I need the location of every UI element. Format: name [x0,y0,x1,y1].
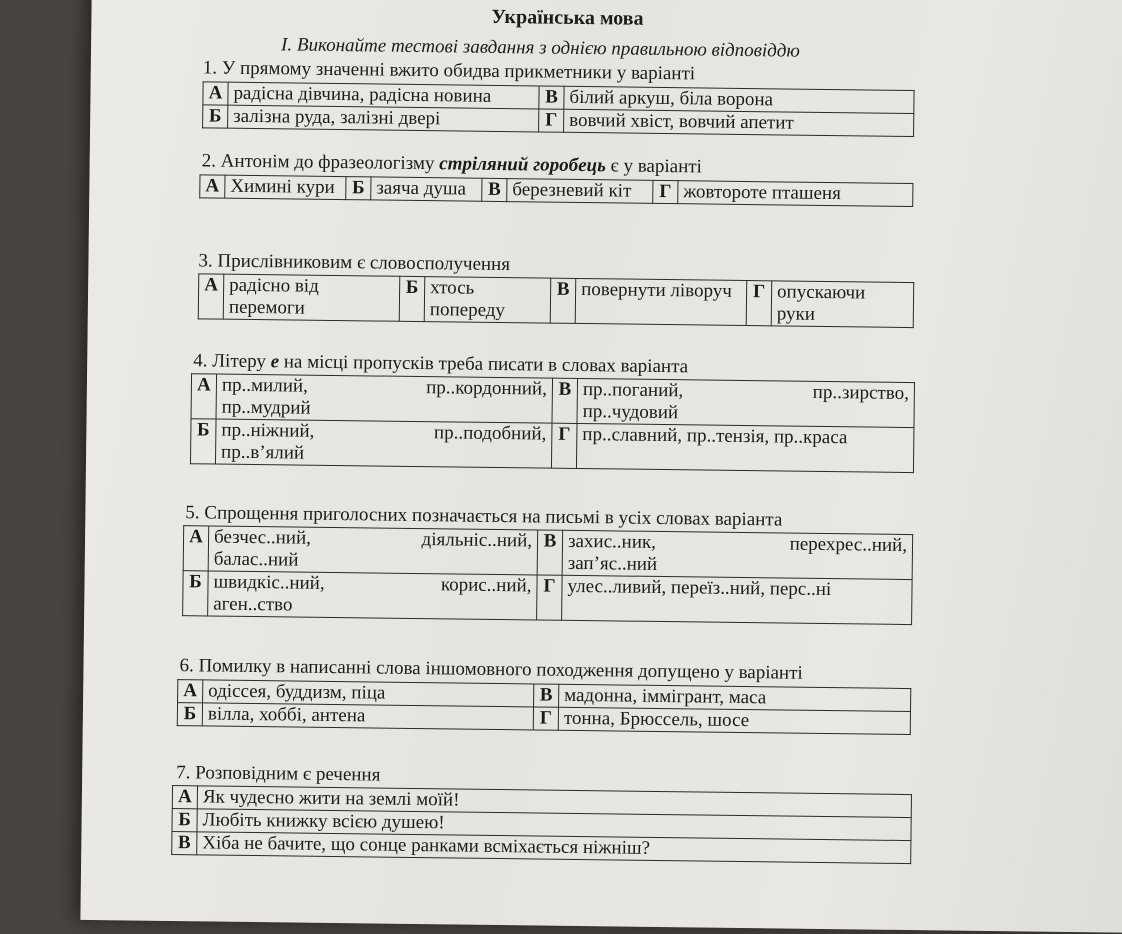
option-text: пр..славний, пр..тензія, пр..краса [576,423,914,472]
option-cell [577,378,915,427]
q2-table [199,174,913,207]
option-letter: Б [346,177,371,200]
option-cell [216,374,553,423]
word: захис..ник, [567,530,657,553]
word: пр..чудовий [582,401,679,424]
option-letter: Г [533,707,558,730]
question-2-suffix: є у варіанті [605,155,703,178]
question-2-prefix: 2. Антонім до фразеологізму [201,150,440,175]
question-1: 1. У прямому значенні вжито обидва прикметники у варіанті [202,57,696,85]
option-text: Химині кури [225,175,346,199]
word: пр..поганий, [582,379,684,402]
option-cell [208,526,538,575]
option-cell [562,530,913,579]
option-letter: А [183,526,209,571]
option-text: вілла, хоббі, антена [202,703,533,730]
option-text: білий аркуш, біла ворона [564,86,914,113]
option-text: березневий кіт [507,179,653,204]
word: аген..ство [213,593,293,616]
option-letter: А [191,374,217,419]
word: балас..ний [213,548,299,571]
option-letter: Г [551,423,577,468]
word: зап’яс..ний [567,552,658,575]
question-5: 5. Спрощення приголосних позначається на письмі в усіх словах варіанта [185,502,783,531]
option-text: жовтороте пташеня [678,181,913,207]
option-letter: В [550,278,576,323]
question-7: 7. Розповідним є речення [176,762,381,786]
option-text: радісна дівчина, радісна новина [228,82,539,109]
option-text: повернути ліворуч [575,278,747,325]
word: корис..ний, [440,574,532,597]
option-text: Як чудесно жити на землі моїй! [197,786,911,818]
word: перехрес..ний, [789,533,908,556]
option-letter: В [539,86,564,109]
option-text: хтось попереду [424,277,551,324]
question-6: 6. Помилку в написанні слова іншомовного походження допущено у варіанті [179,655,803,684]
option-text: залізна руда, залізні двері [228,105,539,132]
word: діяльніс..ний, [421,529,533,552]
option-cell [208,571,538,620]
word: пр..ніжний, [221,419,315,442]
word: пр..милий, [221,374,308,397]
option-text: вовчий хвіст, вовчий апетит [564,109,914,136]
word: швидкіс..ний, [213,571,325,594]
option-cell [215,419,552,468]
option-letter: В [552,378,578,423]
q6-table [177,679,912,735]
question-4-prefix: 4. Літеру [193,350,271,373]
question-2-phrase: стріляний горобець [439,153,606,177]
word: пр..зирство, [812,381,910,405]
option-letter: Г [746,281,772,326]
page-title: Українська мова [491,5,644,30]
q3-table [198,273,915,328]
option-letter: В [482,178,507,201]
word: пр..в’ялий [220,441,305,464]
q7-table [171,785,912,864]
question-3: 3. Прислівниковим є словосполучення [198,250,511,276]
q1-table [202,81,915,137]
option-letter: А [203,82,228,105]
option-letter: Б [399,276,425,321]
option-letter: В [537,530,563,575]
option-letter: Б [177,703,202,726]
question-2 [202,151,702,177]
option-text: Хіба не бачите, що сонце ранками всміхається ніжніш? [197,832,911,864]
option-letter: Г [653,180,678,203]
option-letter: Г [537,575,563,620]
option-letter: А [200,175,225,198]
option-letter: А [178,680,203,703]
option-letter: Б [183,571,209,616]
option-text: тонна, Брюссель, шосе [558,707,910,734]
option-text: мадонна, іммігрант, маса [559,684,911,711]
option-text: радісно від перемоги [223,274,400,321]
word: пр..мудрий [221,396,311,419]
option-text: опускаючи руки [771,281,914,328]
word: безчес..ний, [213,526,312,549]
option-text: заяча душа [371,177,482,201]
option-letter: А [172,786,197,809]
word: пр..кордонний, [426,377,548,400]
option-letter: В [534,684,559,707]
option-text: улес..ливий, переїз..ний, перс..ні [562,575,913,624]
option-letter: Г [539,109,564,132]
q5-table [182,525,913,625]
option-letter: Б [190,419,216,464]
question-4-suffix: на місці пропусків треба писати в словах варіанта [278,351,689,378]
word: пр..подобний, [433,422,547,445]
paper-sheet [80,0,1122,934]
option-text: Любіть книжку всією душею! [197,809,911,841]
question-4-letter: е [270,351,280,373]
part-heading: І. Виконайте тестові завдання з однією правильною відповіддю [280,34,801,62]
option-letter: А [198,274,224,319]
option-letter: В [172,832,197,855]
option-letter: Б [172,809,197,832]
option-text: одіссея, буддизм, піца [203,680,534,707]
option-letter: Б [203,105,228,128]
q4-table [190,373,915,473]
